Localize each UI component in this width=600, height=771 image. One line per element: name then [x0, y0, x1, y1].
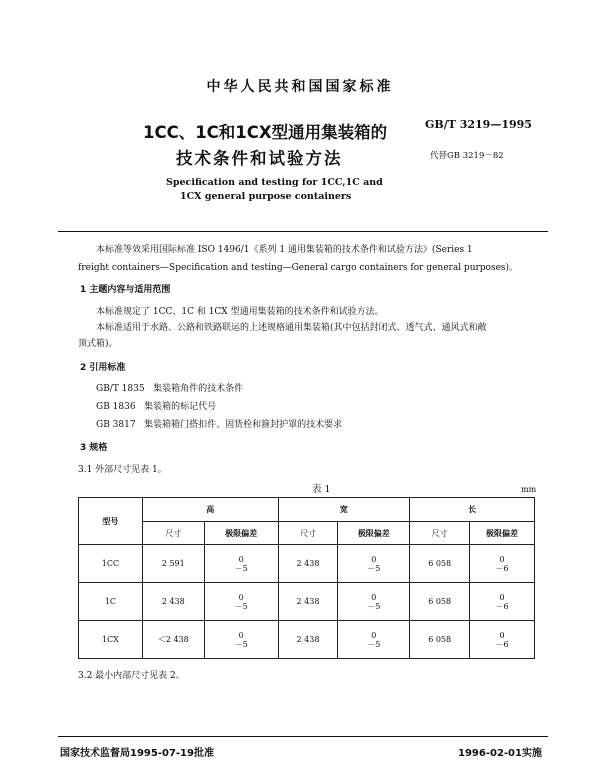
table-row: [79, 621, 535, 659]
reference-item: GB/T 1835 集装箱角件的技术条件: [96, 384, 244, 394]
sub-header-tolerance: 极限偏差: [470, 522, 535, 545]
std-number: GB/T 3219—1995: [425, 118, 532, 131]
table-unit: mm: [521, 485, 537, 494]
section-1-heading: 1 主题内容与适用范围: [80, 285, 171, 295]
approval-date: 国家技术监督局1995-07-19批准: [60, 748, 214, 759]
cell-length-tolerance: 0 －6: [470, 621, 535, 659]
reference-item: GB 3817 集装箱箱门搭扣件、固货栓和箍封护罩的技术要求: [96, 420, 343, 430]
cell-height-tolerance: 0 －5: [204, 621, 278, 659]
sub-header-tolerance: 极限偏差: [204, 522, 278, 545]
clause-3-1: 3.1 外部尺寸见表 1。: [78, 465, 167, 475]
title-line-1: 1CC、1C和1CX型通用集装箱的: [143, 123, 388, 142]
english-title-line-2: 1CX general purpose containers: [180, 191, 352, 202]
cell-height: 2 438: [142, 583, 204, 621]
clause-3-2: 3.2 最小内部尺寸见表 2。: [78, 671, 185, 681]
cell-model: 1C: [79, 583, 143, 621]
sub-header-size: 尺寸: [142, 522, 204, 545]
title-line-2: 技术条件和试验方法: [176, 149, 343, 168]
col-header-width: 宽: [278, 498, 410, 522]
col-header-model: 型号: [79, 498, 143, 545]
sub-header-size: 尺寸: [278, 522, 338, 545]
section-1-para-2-line-2: 顶式箱)。: [78, 339, 118, 349]
table-1: [78, 497, 535, 659]
cell-width-tolerance: 0 －5: [338, 621, 410, 659]
sub-header-tolerance: 极限偏差: [338, 522, 410, 545]
cell-height: 2 591: [142, 545, 204, 583]
table-row: [79, 545, 535, 583]
footer-divider: [58, 736, 548, 737]
cell-height: ＜2 438: [142, 621, 204, 659]
section-3-heading: 3 规格: [80, 443, 108, 453]
intro-line-2: freight containers—Specification and testing—General cargo containers for general purposes)。: [78, 263, 519, 273]
section-1-para-1: 本标准规定了 1CC、1C 和 1CX 型通用集装箱的技术条件和试验方法。: [96, 307, 384, 317]
english-title-line-1: Specification and testing for 1CC,1C and: [166, 177, 383, 188]
cell-height-tolerance: 0 －5: [204, 545, 278, 583]
intro-line-1: 本标准等效采用国际标准 ISO 1496/1《系列 1 通用集装箱的技术条件和试验方法》(Series 1: [96, 245, 473, 255]
col-header-length: 长: [410, 498, 535, 522]
col-header-height: 高: [142, 498, 278, 522]
cell-model: 1CX: [79, 621, 143, 659]
cell-width-tolerance: 0 －5: [338, 545, 410, 583]
section-1-para-2-line-1: 本标准适用于水路、公路和铁路联运的上述规格通用集装箱(其中包括封闭式、透气式、通风式和敞: [96, 323, 487, 333]
cell-width: 2 438: [278, 621, 338, 659]
header-divider: [58, 231, 548, 232]
national-standard-heading: 中华人民共和国国家标准: [206, 79, 394, 95]
cell-length-tolerance: 0 －6: [470, 583, 535, 621]
reference-item: GB 1836 集装箱的标记代号: [96, 402, 217, 412]
cell-length: 6 058: [410, 583, 470, 621]
cell-width-tolerance: 0 －5: [338, 583, 410, 621]
cell-width: 2 438: [278, 583, 338, 621]
cell-length: 6 058: [410, 545, 470, 583]
cell-model: 1CC: [79, 545, 143, 583]
cell-width: 2 438: [278, 545, 338, 583]
table-row: [79, 583, 535, 621]
cell-length: 6 058: [410, 621, 470, 659]
sub-header-size: 尺寸: [410, 522, 470, 545]
section-2-heading: 2 引用标准: [80, 363, 126, 373]
table-caption: 表 1: [312, 484, 331, 495]
cell-length-tolerance: 0 －6: [470, 545, 535, 583]
replaces-note: 代替GB 3219－82: [430, 151, 504, 161]
implementation-date: 1996-02-01实施: [458, 748, 542, 759]
cell-height-tolerance: 0 －5: [204, 583, 278, 621]
